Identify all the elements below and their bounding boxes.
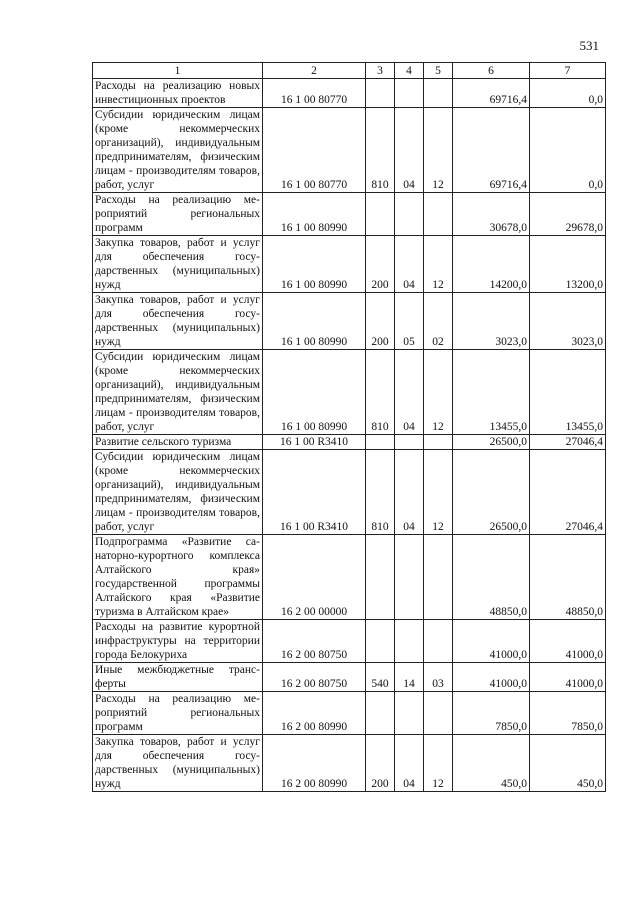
row-name-cell: Субсидии юридическим лицам (кроме некоммерческих организаций), индивидуальным предпринимателям, физическим лицам - производителям товаров, работ, услуг	[93, 350, 263, 435]
row-amount-2-cell: 7850,0	[530, 692, 606, 735]
row-code-cell: 16 1 00 80770	[263, 79, 366, 108]
row-name-cell: Субсидии юридическим лицам (кроме некоммерческих организаций), индивидуальным предпринимателям, физическим лицам - производителям товаров, работ, услуг	[93, 450, 263, 535]
row-amount-2-cell: 48850,0	[530, 535, 606, 620]
table-row	[93, 193, 606, 236]
row-expense-type-cell: 810	[366, 108, 395, 193]
row-amount-2-cell: 41000,0	[530, 620, 606, 663]
row-expense-type-cell	[366, 79, 395, 108]
row-amount-1-cell: 26500,0	[453, 435, 530, 450]
row-code-cell: 16 1 00 80990	[263, 236, 366, 293]
row-subsection-cell	[424, 193, 453, 236]
row-amount-2-cell: 29678,0	[530, 193, 606, 236]
row-amount-2-cell: 0,0	[530, 79, 606, 108]
row-code-cell: 16 1 00 80770	[263, 108, 366, 193]
table-row	[93, 663, 606, 692]
row-expense-type-cell: 200	[366, 236, 395, 293]
table-row	[93, 293, 606, 350]
row-subsection-cell	[424, 620, 453, 663]
row-subsection-cell: 12	[424, 450, 453, 535]
row-expense-type-cell	[366, 535, 395, 620]
row-code-cell: 16 2 00 80990	[263, 735, 366, 792]
row-expense-type-cell	[366, 193, 395, 236]
page-number: 531	[579, 38, 599, 53]
row-section-cell	[395, 193, 424, 236]
table-header-row	[93, 63, 606, 79]
column-header: 2	[263, 63, 366, 79]
row-amount-2-cell: 13200,0	[530, 236, 606, 293]
row-amount-1-cell: 48850,0	[453, 535, 530, 620]
table-row	[93, 350, 606, 435]
column-header: 4	[395, 63, 424, 79]
row-name-cell: Иные межбюджетные трансферты	[93, 663, 263, 692]
row-name-cell: Субсидии юридическим лицам (кроме некоммерческих организаций), индивидуальным предпринимателям, физическим лицам - производителям товаров, работ, услуг	[93, 108, 263, 193]
row-name-cell: Закупка товаров, работ и услуг для обеспечения государственных (муниципальных) нужд	[93, 236, 263, 293]
row-amount-2-cell: 450,0	[530, 735, 606, 792]
row-name-cell: Развитие сельского туризма	[93, 435, 263, 450]
row-code-cell: 16 2 00 80750	[263, 620, 366, 663]
row-code-cell: 16 2 00 80750	[263, 663, 366, 692]
table-row	[93, 108, 606, 193]
row-section-cell	[395, 435, 424, 450]
row-section-cell: 04	[395, 350, 424, 435]
row-amount-1-cell: 26500,0	[453, 450, 530, 535]
row-amount-2-cell: 13455,0	[530, 350, 606, 435]
table-row	[93, 79, 606, 108]
row-amount-1-cell: 13455,0	[453, 350, 530, 435]
table-row	[93, 435, 606, 450]
row-name-cell: Закупка товаров, работ и услуг для обеспечения государственных (муниципальных) нужд	[93, 293, 263, 350]
row-subsection-cell: 12	[424, 108, 453, 193]
row-expense-type-cell	[366, 620, 395, 663]
row-code-cell: 16 2 00 80990	[263, 692, 366, 735]
row-amount-1-cell: 69716,4	[453, 108, 530, 193]
row-code-cell: 16 1 00 R3410	[263, 435, 366, 450]
row-code-cell: 16 1 00 80990	[263, 193, 366, 236]
row-subsection-cell	[424, 435, 453, 450]
row-amount-1-cell: 3023,0	[453, 293, 530, 350]
row-subsection-cell: 12	[424, 735, 453, 792]
table-row	[93, 535, 606, 620]
row-section-cell: 05	[395, 293, 424, 350]
row-section-cell: 04	[395, 108, 424, 193]
row-code-cell: 16 1 00 80990	[263, 350, 366, 435]
row-name-cell: Расходы на развитие курортной инфраструктуры на территории города Белокуриха	[93, 620, 263, 663]
row-section-cell: 04	[395, 236, 424, 293]
row-code-cell: 16 1 00 80990	[263, 293, 366, 350]
budget-table	[92, 62, 606, 792]
row-expense-type-cell	[366, 692, 395, 735]
row-section-cell: 04	[395, 450, 424, 535]
row-name-cell: Расходы на реализацию мероприятий региональных программ	[93, 193, 263, 236]
row-name-cell: Расходы на реализацию новых инвестиционных проектов	[93, 79, 263, 108]
row-subsection-cell	[424, 79, 453, 108]
table-row	[93, 450, 606, 535]
column-header: 1	[93, 63, 263, 79]
row-code-cell: 16 1 00 R3410	[263, 450, 366, 535]
row-section-cell	[395, 692, 424, 735]
column-header: 5	[424, 63, 453, 79]
row-name-cell: Подпрограмма «Развитие санаторно-курортного комплекса Алтайского края» государственной программы Алтайского края «Развитие туризма в Алтайском крае»	[93, 535, 263, 620]
table-row	[93, 735, 606, 792]
row-amount-1-cell: 14200,0	[453, 236, 530, 293]
table-row	[93, 236, 606, 293]
row-expense-type-cell: 810	[366, 350, 395, 435]
row-section-cell	[395, 535, 424, 620]
table-body	[93, 79, 606, 792]
row-amount-2-cell: 0,0	[530, 108, 606, 193]
row-subsection-cell: 03	[424, 663, 453, 692]
row-amount-1-cell: 30678,0	[453, 193, 530, 236]
row-expense-type-cell	[366, 435, 395, 450]
row-code-cell: 16 2 00 00000	[263, 535, 366, 620]
row-subsection-cell	[424, 692, 453, 735]
column-header: 6	[453, 63, 530, 79]
row-name-cell: Закупка товаров, работ и услуг для обеспечения государственных (муниципальных) нужд	[93, 735, 263, 792]
row-amount-2-cell: 41000,0	[530, 663, 606, 692]
row-section-cell	[395, 620, 424, 663]
column-header: 7	[530, 63, 606, 79]
row-section-cell: 04	[395, 735, 424, 792]
row-subsection-cell: 12	[424, 236, 453, 293]
row-expense-type-cell: 810	[366, 450, 395, 535]
row-subsection-cell	[424, 535, 453, 620]
row-amount-1-cell: 41000,0	[453, 663, 530, 692]
row-expense-type-cell: 540	[366, 663, 395, 692]
row-amount-2-cell: 3023,0	[530, 293, 606, 350]
column-header: 3	[366, 63, 395, 79]
row-expense-type-cell: 200	[366, 735, 395, 792]
row-section-cell	[395, 79, 424, 108]
row-amount-2-cell: 27046,4	[530, 435, 606, 450]
row-amount-1-cell: 69716,4	[453, 79, 530, 108]
row-amount-1-cell: 7850,0	[453, 692, 530, 735]
row-name-cell: Расходы на реализацию мероприятий региональных программ	[93, 692, 263, 735]
table-row	[93, 692, 606, 735]
row-amount-1-cell: 450,0	[453, 735, 530, 792]
row-amount-1-cell: 41000,0	[453, 620, 530, 663]
row-expense-type-cell: 200	[366, 293, 395, 350]
row-subsection-cell: 12	[424, 350, 453, 435]
row-section-cell: 14	[395, 663, 424, 692]
row-amount-2-cell: 27046,4	[530, 450, 606, 535]
table-row	[93, 620, 606, 663]
row-subsection-cell: 02	[424, 293, 453, 350]
